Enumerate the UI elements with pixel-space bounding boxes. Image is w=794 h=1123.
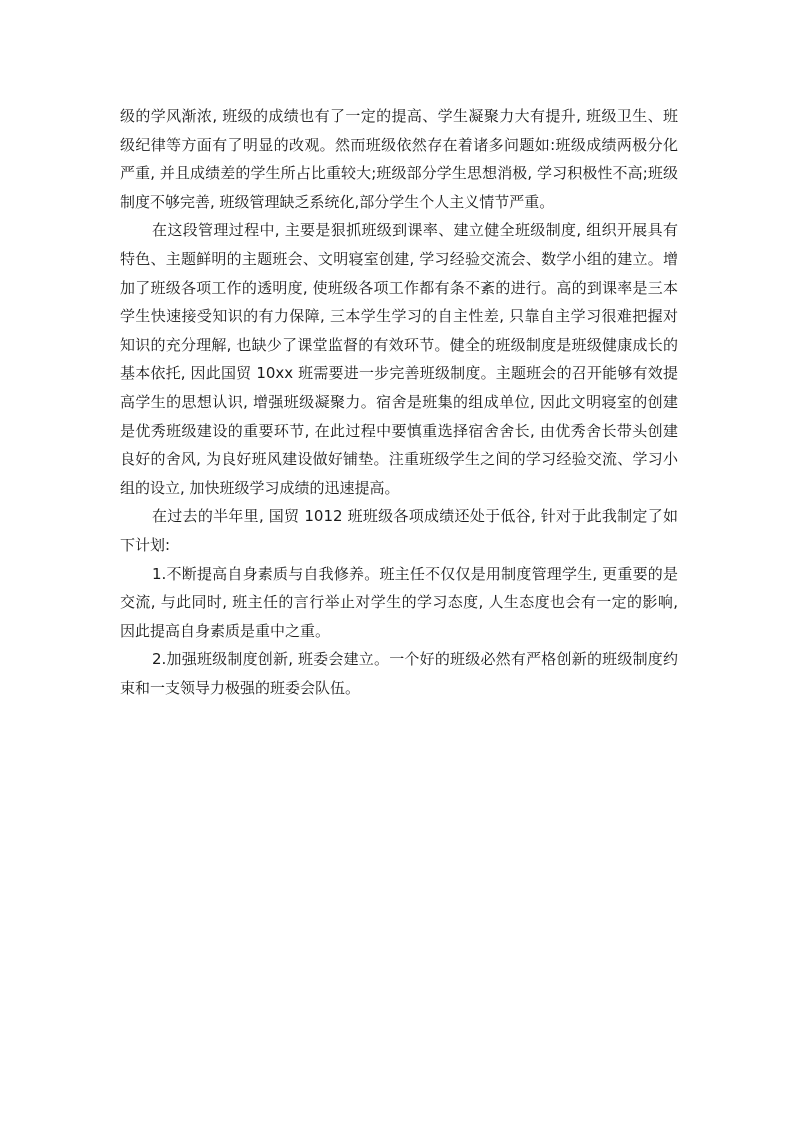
paragraph-plan-intro: 在过去的半年里, 国贸 1012 班班级各项成绩还处于低谷, 针对于此我制定了如下计划: (120, 507, 678, 554)
paragraph-management-process: 在这段管理过程中, 主要是狠抓班级到课率、建立健全班级制度, 组织开展具有特色、主题鲜明的主题班会、文明寝室创建, 学习经验交流会、数学小组的建立。增加了班级各项工作的透明度, 使班级各项工作都有条不紊的进行。高的到课率是三本学生快速接受知识的有力保障, 三本学生学习的自主性差, 只靠自主学习很难把握对知识的充分理解, 也缺少了课堂监督的有效环节。健全的班级制度是班级健康成长的基本依托, 因此国贸 10xx 班需要进一步完善班级制度。主题班会的召开能够有效提高学生的思想认识, 增强班级凝聚力。宿舍是班集的组成单位, 因此文明寝室的创建是优秀班级建设的重要环节, 在此过程中要慎重选择宿舍舍长, 由优秀舍长带头创建良好的舍风, 为良好班风建设做好铺垫。注重班级学生之间的学习经验交流、学习小组的设立, 加快班级学习成绩的迅速提高。 (120, 221, 678, 497)
paragraph-continued: 级的学风渐浓, 班级的成绩也有了一定的提高、学生凝聚力大有提升, 班级卫生、班级纪律等方面有了明显的改观。然而班级依然存在着诸多问题如:班级成绩两极分化严重, 并且成绩差的学生所占比重较大;班级部分学生思想消极, 学习积极性不高;班级制度不够完善, 班级管理缺乏系统化,部分学生个人主义情节严重。 (120, 107, 678, 211)
document-body (120, 102, 678, 702)
paragraph-plan-item-1: 1.不断提高自身素质与自我修养。班主任不仅仅是用制度管理学生, 更重要的是交流, 与此同时, 班主任的言行举止对学生的学习态度, 人生态度也会有一定的影响, 因此提高自身素质是重中之重。 (120, 564, 678, 640)
paragraph-plan-item-2: 2.加强班级制度创新, 班委会建立。一个好的班级必然有严格创新的班级制度约束和一支领导力极强的班委会队伍。 (120, 650, 678, 697)
